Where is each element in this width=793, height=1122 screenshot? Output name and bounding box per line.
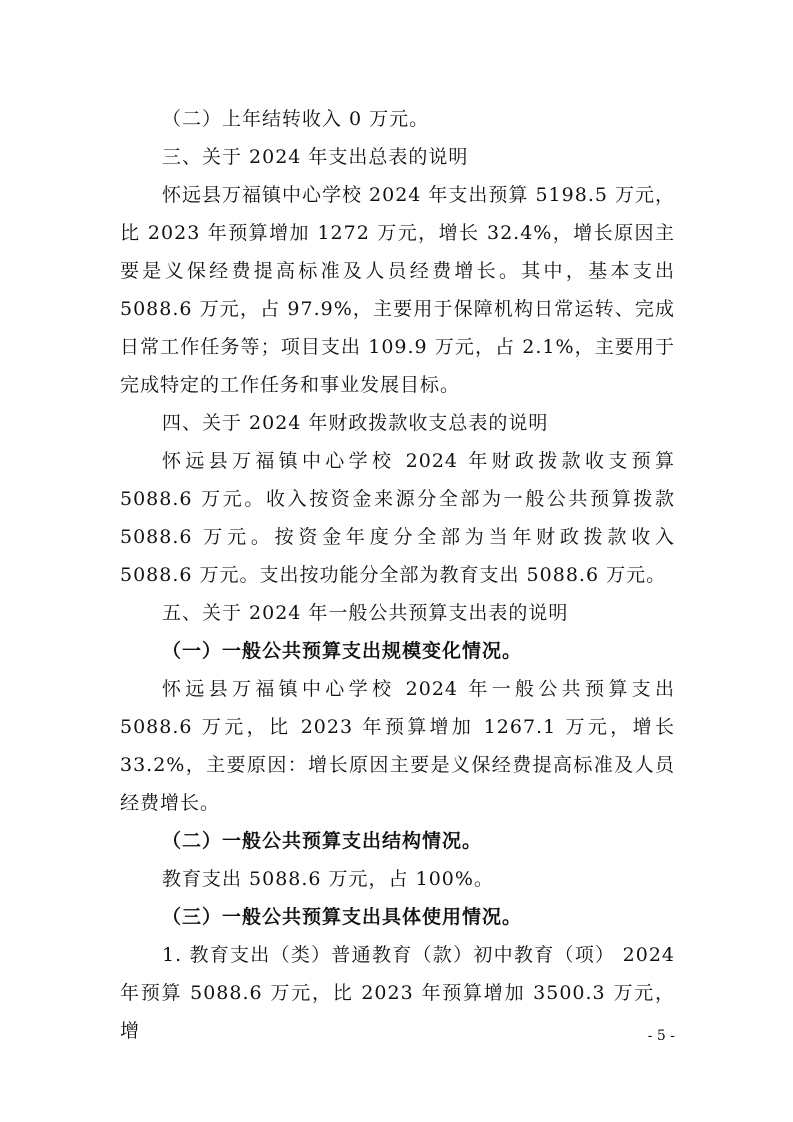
paragraph-scale-change: 怀远县万福镇中心学校 2024 年一般公共预算支出 5088.6 万元，比 2023 年预算增加 1267.1 万元，增长 33.2%，主要原因：增长原因主要是义保经费提高标准及人员经费增长。 [120,678,675,814]
paragraph-fiscal-allocation: 怀远县万福镇中心学校 2024 年财政拨款收支预算 5088.6 万元。收入按资金来源分全部为一般公共预算拨款 5088.6 万元。按资金年度分全部为当年财政拨款收入 5088.6 万元。支出按功能分全部为教育支出 5088.6 万元。 [120,450,675,586]
page-number: - 5 - [647,1028,675,1044]
subheading-structure: （二）一般公共预算支出结构情况。 [162,830,483,852]
paragraph-education-expenditure: 1. 教育支出（类）普通教育（款）初中教育（项） 2024 年预算 5088.6 万元，比 2023 年预算增加 3500.3 万元，增 [120,944,675,1042]
section-heading-expenditure-summary: 三、关于 2024 年支出总表的说明 [162,146,469,168]
section-heading-fiscal-allocation: 四、关于 2024 年财政拨款收支总表的说明 [162,412,549,434]
section-heading-general-public-budget: 五、关于 2024 年一般公共预算支出表的说明 [162,602,569,624]
paragraph-structure: 教育支出 5088.6 万元，占 100%。 [162,868,494,890]
subheading-specific-usage: （三）一般公共预算支出具体使用情况。 [162,906,523,928]
document-body [120,100,675,1050]
paragraph-prior-year-carryover: （二）上年结转收入 0 万元。 [162,108,430,130]
paragraph-expenditure-summary: 怀远县万福镇中心学校 2024 年支出预算 5198.5 万元，比 2023 年预算增加 1272 万元，增长 32.4%，增长原因主要是义保经费提高标准及人员经费增长。其中，基本支出 5088.6 万元，占 97.9%，主要用于保障机构日常运转、完成日常工作任务等；项目支出 109.9 万元，占 2.1%，主要用于完成特定的工作任务和事业发展目标。 [120,184,675,396]
subheading-scale-change: （一）一般公共预算支出规模变化情况。 [162,640,523,662]
